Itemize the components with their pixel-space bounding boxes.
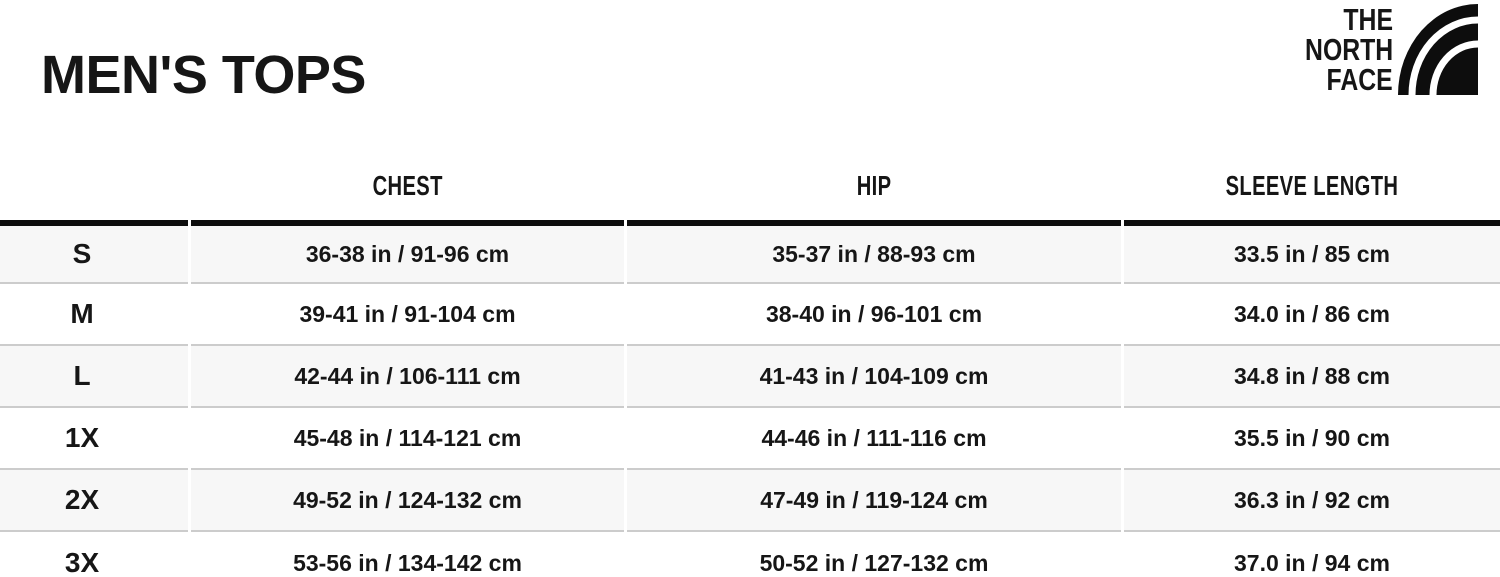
brand-word-north: NORTH — [1304, 32, 1393, 67]
brand-word-face: FACE — [1326, 62, 1393, 97]
sleeve-length-value: 36.3 in / 92 cm — [1124, 470, 1500, 532]
size-label: S — [0, 226, 188, 284]
header-hip: HIP — [627, 178, 1121, 226]
size-label: 2X — [0, 470, 188, 532]
chest-value: 39-41 in / 91-104 cm — [191, 284, 624, 346]
header-chest: CHEST — [191, 178, 624, 226]
chest-value: 36-38 in / 91-96 cm — [191, 226, 624, 284]
half-dome-icon — [1398, 4, 1478, 95]
sleeve-length-value: 34.8 in / 88 cm — [1124, 346, 1500, 408]
sleeve-length-value: 37.0 in / 94 cm — [1124, 532, 1500, 577]
chest-value: 45-48 in / 114-121 cm — [191, 408, 624, 470]
size-label: 1X — [0, 408, 188, 470]
chest-value: 49-52 in / 124-132 cm — [191, 470, 624, 532]
north-face-logo — [1283, 4, 1478, 95]
hip-value: 47-49 in / 119-124 cm — [627, 470, 1121, 532]
size-label: 3X — [0, 532, 188, 577]
hip-value: 50-52 in / 127-132 cm — [627, 532, 1121, 577]
size-label: L — [0, 346, 188, 408]
chest-value: 53-56 in / 134-142 cm — [191, 532, 624, 577]
hip-value: 38-40 in / 96-101 cm — [627, 284, 1121, 346]
brand-word-the: THE — [1343, 2, 1393, 37]
size-chart-table — [0, 170, 1500, 577]
sleeve-length-value: 35.5 in / 90 cm — [1124, 408, 1500, 470]
hip-value: 44-46 in / 111-116 cm — [627, 408, 1121, 470]
sleeve-length-value: 34.0 in / 86 cm — [1124, 284, 1500, 346]
header-sleeve-length: SLEEVE LENGTH — [1124, 178, 1500, 226]
chest-value: 42-44 in / 106-111 cm — [191, 346, 624, 408]
hip-value: 41-43 in / 104-109 cm — [627, 346, 1121, 408]
hip-value: 35-37 in / 88-93 cm — [627, 226, 1121, 284]
page-title: MEN'S TOPS — [41, 45, 366, 105]
header-size-spacer — [0, 178, 188, 226]
north-face-wordmark — [1283, 2, 1393, 97]
size-label: M — [0, 284, 188, 346]
sleeve-length-value: 33.5 in / 85 cm — [1124, 226, 1500, 284]
